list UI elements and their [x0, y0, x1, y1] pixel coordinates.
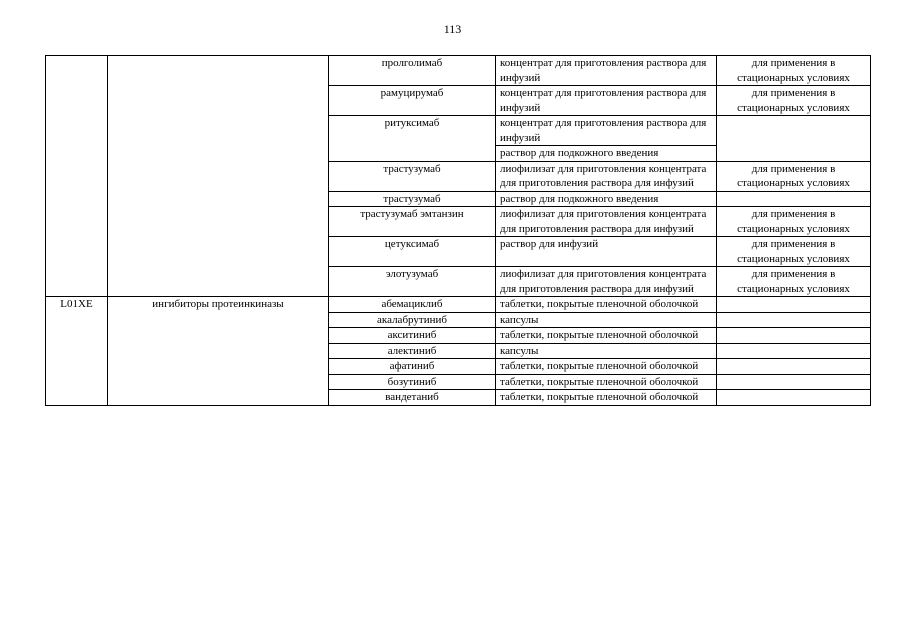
usage-note-cell: для применения в стационарных условиях [717, 267, 871, 297]
usage-note-cell [717, 390, 871, 406]
drug-name-cell: трастузумаб [329, 161, 496, 191]
drug-name-cell: трастузумаб эмтанзин [329, 207, 496, 237]
drug-group-cell [108, 56, 329, 297]
dosage-form-cell: таблетки, покрытые пленочной оболочкой [496, 328, 717, 344]
drug-name-cell: бозутиниб [329, 374, 496, 390]
dosage-form-cell: лиофилизат для приготовления концентрата для приготовления раствора для инфузий [496, 161, 717, 191]
usage-note-cell [717, 343, 871, 359]
usage-note-cell [717, 374, 871, 390]
dosage-form-cell: концентрат для приготовления раствора для инфузий [496, 86, 717, 116]
dosage-form-cell: раствор для инфузий [496, 237, 717, 267]
usage-note-cell: для применения в стационарных условиях [717, 207, 871, 237]
usage-note-cell: для применения в стационарных условиях [717, 86, 871, 116]
usage-note-cell: для применения в стационарных условиях [717, 161, 871, 191]
usage-note-cell [717, 312, 871, 328]
drug-name-cell: акситиниб [329, 328, 496, 344]
atc-code-cell [46, 56, 108, 297]
dosage-form-cell: раствор для подкожного введения [496, 146, 717, 162]
dosage-form-cell: таблетки, покрытые пленочной оболочкой [496, 374, 717, 390]
usage-note-cell [717, 191, 871, 207]
drug-name-cell: пролголимаб [329, 56, 496, 86]
drug-name-cell: рамуцирумаб [329, 86, 496, 116]
dosage-form-cell: концентрат для приготовления раствора для инфузий [496, 116, 717, 146]
drug-name-cell: цетуксимаб [329, 237, 496, 267]
table-row [46, 297, 871, 313]
dosage-form-cell: таблетки, покрытые пленочной оболочкой [496, 390, 717, 406]
dosage-form-cell: таблетки, покрытые пленочной оболочкой [496, 297, 717, 313]
drug-table [45, 55, 871, 406]
dosage-form-cell: таблетки, покрытые пленочной оболочкой [496, 359, 717, 375]
usage-note-cell [717, 359, 871, 375]
drug-name-cell: элотузумаб [329, 267, 496, 297]
dosage-form-cell: раствор для подкожного введения [496, 191, 717, 207]
drug-name-cell: трастузумаб [329, 191, 496, 207]
dosage-form-cell: лиофилизат для приготовления концентрата для приготовления раствора для инфузий [496, 207, 717, 237]
drug-group-cell: ингибиторы протеинкиназы [108, 297, 329, 406]
drug-name-cell: алектиниб [329, 343, 496, 359]
atc-code-cell: L01XE [46, 297, 108, 406]
page-number: 113 [443, 22, 462, 36]
usage-note-cell [717, 297, 871, 313]
drug-name-cell: вандетаниб [329, 390, 496, 406]
drug-name-cell: абемациклиб [329, 297, 496, 313]
table-row [46, 56, 871, 86]
drug-name-cell: ритуксимаб [329, 116, 496, 162]
dosage-form-cell: капсулы [496, 312, 717, 328]
dosage-form-cell: концентрат для приготовления раствора для инфузий [496, 56, 717, 86]
dosage-form-cell: капсулы [496, 343, 717, 359]
usage-note-cell [717, 328, 871, 344]
dosage-form-cell: лиофилизат для приготовления концентрата для приготовления раствора для инфузий [496, 267, 717, 297]
drug-name-cell: акалабрутиниб [329, 312, 496, 328]
usage-note-cell [717, 116, 871, 162]
drug-name-cell: афатиниб [329, 359, 496, 375]
usage-note-cell: для применения в стационарных условиях [717, 56, 871, 86]
usage-note-cell: для применения в стационарных условиях [717, 237, 871, 267]
